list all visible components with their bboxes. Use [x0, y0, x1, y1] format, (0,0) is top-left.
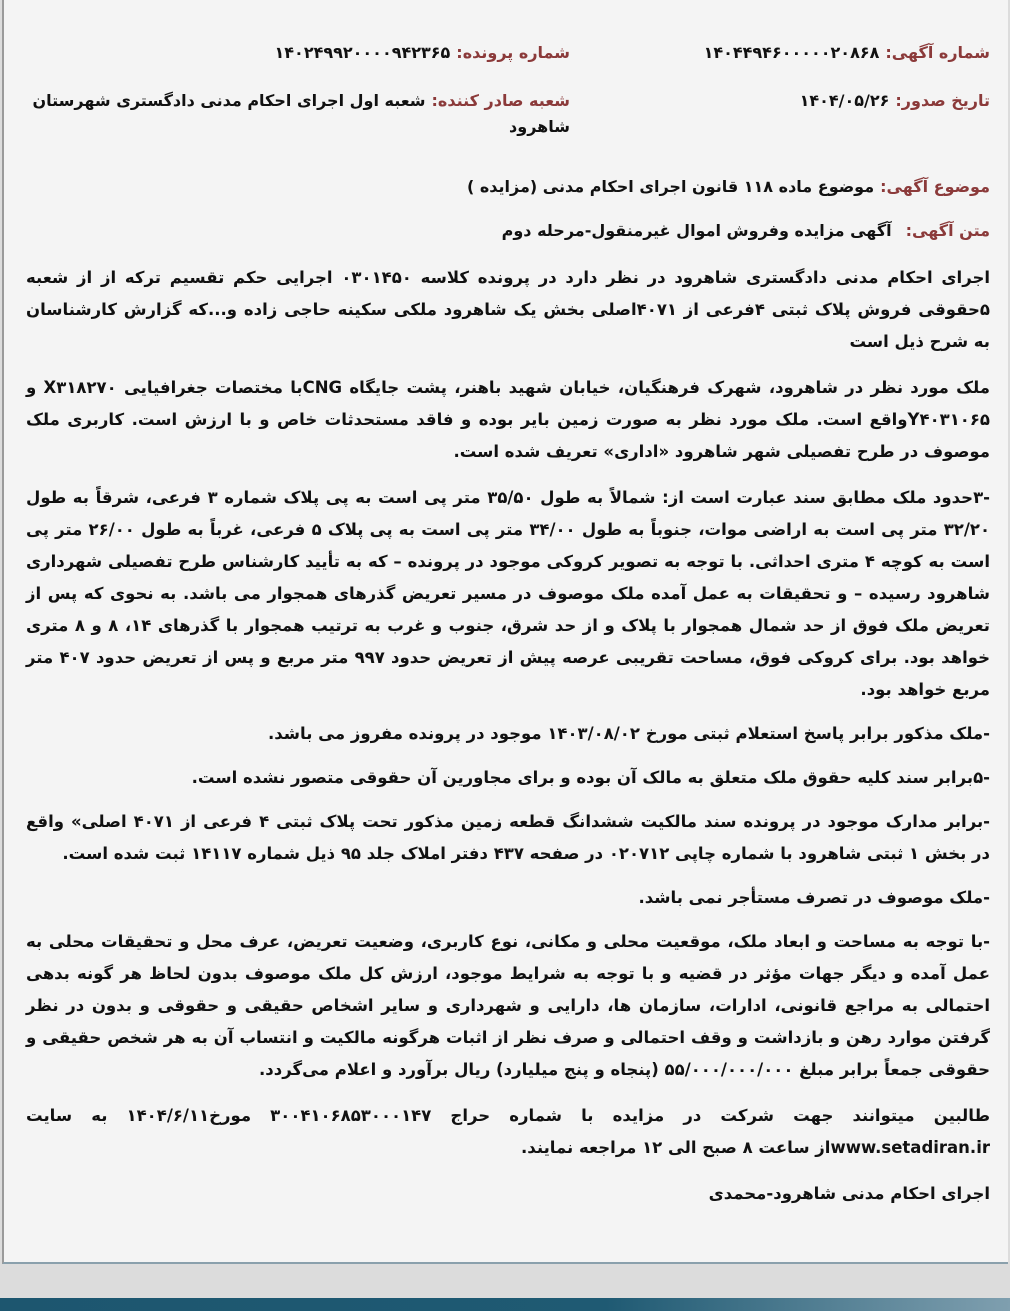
issuing-branch-field — [26, 88, 570, 140]
paragraph-rights: -۵برابر سند کلیه حقوق ملک متعلق به مالک آن بوده و برای مجاورین آن حقوقی متصور نشده است. — [191, 768, 990, 787]
signature: اجرای احکام مدنی شاهرود-محمدی — [708, 1184, 990, 1203]
paragraph-valuation: -با توجه به مساحت و ابعاد ملک، موقعیت محلی و مکانی، نوع کاربری، وضعیت تعریض، عرف محل و تحقیقات محلی به عمل آمده و دیگر جهات مؤثر در قضیه و با توجه به شرایط موجود، ارزش کل ملک موصوف بدون لحاظ هر گونه بدهی احتمالی به مراجع قانونی، ادارات، سازمان ها، دارایی و شهرداری و سایر اشخاص حقیقی و حقوقی و بدون در نظر گرفتن موارد رهن و بازداشت و وقف احتمالی و صرف نظر از اثبات هرگونه مالکیت و انتساب آن به هر شخص حقیقی و حقوقی جمعاً برابر مبلغ ۵۵/۰۰۰/۰۰۰/۰۰۰ (پنجاه و پنج میلیارد) ریال برآورد و اعلام می‌گردد. — [26, 932, 990, 1079]
footer-gap — [0, 1264, 1010, 1298]
subject-value: موضوع ماده ۱۱۸ قانون اجرای احکام مدنی (مزایده ) — [466, 177, 875, 196]
issue-date-label: تاریخ صدور: — [895, 91, 990, 110]
paragraph-participation: طالبین میتوانند جهت شرکت در مزایده با شماره حراج ۳۰۰۴۱۰۶۸۵۳۰۰۰۱۴۷ مورخ۱۴۰۴/۶/۱۱ به سایت www.setadiran.irاز ساعت ۸ صبح الی ۱۲ مراجعه نمایند. — [26, 1106, 990, 1157]
issue-date-value: ۱۴۰۴/۰۵/۲۶ — [799, 91, 890, 110]
paragraph-deed: -برابر مدارک موجود در پرونده سند مالکیت ششدانگ قطعه زمین مذکور تحت پلاک ثبتی ۴ فرعی از ۴۰۷۱ اصلی» واقع در بخش ۱ ثبتی شاهرود با شماره چاپی ۰۲۰۷۱۲ در صفحه ۴۳۷ دفتر املاک جلد ۹۵ ذیل شماره ۱۴۱۱۷ ثبت شده است. — [26, 812, 991, 863]
subject-label: موضوع آگهی: — [880, 177, 990, 196]
bottom-bar — [0, 1298, 1010, 1311]
paragraph-location: ملک مورد نظر در شاهرود، شهرک فرهنگیان، خیابان شهید باهنر، پشت جایگاه CNGبا مختصات جغرافیایی X۳۱۸۲۷۰ و Y۴۰۳۱۰۶۵واقع است. ملک مورد نظر به صورت زمین بایر بوده و فاقد مستحدثات خاص و با ارزش است. کاربری ملک موصوف در طرح تفصیلی شهر شاهرود «اداری» تعریف شده است. — [26, 378, 990, 461]
subject-field — [26, 174, 990, 200]
issuing-branch-value: شعبه اول اجرای احکام مدنی دادگستری شهرستان شاهرود — [32, 91, 570, 136]
case-number-value: ۱۴۰۲۴۹۹۲۰۰۰۰۹۴۲۳۶۵ — [274, 43, 451, 62]
ad-number-label: شماره آگهی: — [885, 43, 990, 62]
paragraph-boundaries: -۳حدود ملک مطابق سند عبارت است از: شمالاً به طول ۳۵/۵۰ متر پی است به پی پلاک شماره ۳ فرعی، شرقاً به طول ۳۲/۲۰ متر پی است به اراضی موات، جنوباً به طول ۳۴/۰۰ متر پی است به پی پلاک ۵ فرعی، غرباً به طول ۲۶/۰۰ متر پی است به کوچه ۴ متری احداثی. با توجه به تصویر کروکی موجود در پرونده – که به تأیید کارشناس طرح تفصیلی شهرداری شاهرود رسیده – و تحقیقات به عمل آمده ملک موصوف در مسیر تعریض گذرهای همجوار می باشد. به نحوی که پس از تعریض ملک فوق از حد شمال همجوار با پلاک و از حد شرق، جنوب و غرب به ترتیب همجوار با گذرهای ۱۴، ۸ و ۸ متری خواهد بود. برای کروکی فوق، مساحت تقریبی عرصه پیش از تعریض حدود ۹۹۷ متر مربع و پس از تعریض حدود ۴۰۷ متر مربع خواهد بود. — [26, 488, 991, 699]
issuing-branch-label: شعبه صادر کننده: — [431, 91, 570, 110]
text-label: متن آگهی: — [905, 221, 990, 240]
paragraph-intro: اجرای احکام مدنی دادگستری شاهرود در نظر دارد در پرونده کلاسه ۰۳۰۱۴۵۰ اجرایی حکم تقسیم ترکه از از شعبه ۵حقوقی فروش پلاک ثبتی ۴فرعی از ۴۰۷۱اصلی بخش یک شاهرود ملکی سکینه حاجی زاده و...که گزارش کارشناسان به شرح ذیل است — [26, 268, 991, 351]
header-row-date-branch — [26, 88, 990, 140]
paragraph-registration: -ملک مذکور برابر پاسخ استعلام ثبتی مورخ ۱۴۰۳/۰۸/۰۲ موجود در پرونده مفروز می باشد. — [268, 724, 990, 743]
ad-number-value: ۱۴۰۴۴۹۴۶۰۰۰۰۰۲۰۸۶۸ — [703, 43, 880, 62]
issue-date-field — [570, 88, 990, 140]
paragraph-tenancy: -ملک موصوف در تصرف مستأجر نمی باشد. — [638, 888, 990, 907]
header-row-numbers — [26, 40, 990, 66]
notice-title: آگهی مزایده وفروش اموال غیرمنقول-مرحله دوم — [501, 221, 892, 240]
ad-number-field — [570, 40, 990, 66]
case-number-label: شماره پرونده: — [456, 43, 570, 62]
case-number-field — [26, 40, 570, 66]
notice-panel — [2, 0, 1008, 1264]
notice-title-field — [26, 218, 990, 244]
